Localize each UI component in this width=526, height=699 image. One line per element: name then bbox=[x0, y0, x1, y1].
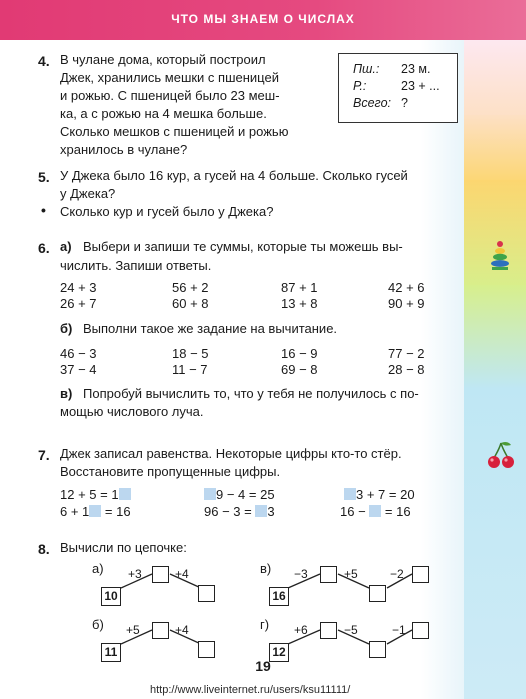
task-text-line: Сколько кур и гусей было у Джека? bbox=[60, 204, 274, 219]
task-text-line: Джек записал равенства. Некоторые цифры кто-то стёр. bbox=[60, 446, 402, 461]
task-number: 6. bbox=[38, 240, 50, 256]
difference-expression: 16 − 9 bbox=[281, 346, 318, 361]
note-label: Пш.: bbox=[353, 62, 380, 76]
bullet-marker: • bbox=[41, 202, 46, 218]
task-text-line: В чулане дома, который построил bbox=[60, 52, 266, 67]
note-value: 23 + ... bbox=[401, 79, 440, 93]
difference-expression: 28 − 8 bbox=[388, 362, 425, 377]
chain-answer-box[interactable] bbox=[198, 641, 215, 658]
equation-text: 3 bbox=[267, 504, 275, 519]
task-text-line: Сколько мешков с пшеницей и рожью bbox=[60, 124, 289, 139]
subtask-label: б) bbox=[60, 321, 73, 336]
task-text-line: у Джека? bbox=[60, 186, 116, 201]
difference-expression: 37 − 4 bbox=[60, 362, 97, 377]
task-title: Вычисли по цепочке: bbox=[60, 540, 187, 555]
chain-answer-box[interactable] bbox=[198, 585, 215, 602]
task-number: 8. bbox=[38, 541, 50, 557]
chain-answer-box[interactable] bbox=[320, 622, 337, 639]
difference-expression: 11 − 7 bbox=[172, 362, 208, 377]
equation-text: = 16 bbox=[381, 504, 411, 519]
sum-expression: 26 + 7 bbox=[60, 296, 97, 311]
footer-url[interactable]: http://www.liveinternet.ru/users/ksu11111/ bbox=[150, 684, 351, 696]
page-number: 19 bbox=[255, 658, 271, 674]
chain-label: в) bbox=[260, 561, 272, 576]
subtask-label: а) bbox=[60, 239, 72, 254]
chain-operation: −3 bbox=[294, 567, 308, 581]
task-number: 4. bbox=[38, 53, 50, 69]
task-text-line: числить. Запиши ответы. bbox=[60, 258, 212, 273]
equation-text: = 16 bbox=[101, 504, 131, 519]
chain-operation: +6 bbox=[294, 623, 308, 637]
note-label: Всего: bbox=[353, 96, 391, 110]
task-text-line: У Джека было 16 кур, а гусей на 4 больше. Сколько гусей bbox=[60, 168, 408, 183]
chain-label: г) bbox=[260, 617, 270, 632]
chain-operation: +4 bbox=[175, 623, 189, 637]
chain-answer-box[interactable] bbox=[152, 622, 169, 639]
chain-label: а) bbox=[92, 561, 104, 576]
task-text-line: Попробуй вычислить то, что у тебя не получилось с по- bbox=[83, 386, 419, 401]
chain-operation: +5 bbox=[344, 567, 358, 581]
sum-expression: 56 + 2 bbox=[172, 280, 209, 295]
task-number: 7. bbox=[38, 447, 50, 463]
chain-answer-box[interactable] bbox=[412, 566, 429, 583]
sum-expression: 42 + 6 bbox=[388, 280, 425, 295]
chain-operation: +5 bbox=[126, 623, 140, 637]
page-header-title: ЧТО МЫ ЗНАЕМ О ЧИСЛАХ bbox=[171, 12, 355, 26]
task-text-line: Джек, хранились мешки с пшеницей bbox=[60, 70, 279, 85]
chain-label: б) bbox=[92, 617, 104, 632]
chain-operation: +3 bbox=[128, 567, 142, 581]
chain-operation: −2 bbox=[390, 567, 404, 581]
sum-expression: 90 + 9 bbox=[388, 296, 425, 311]
equation-text: 96 − 3 = bbox=[204, 504, 256, 519]
difference-expression: 69 − 8 bbox=[281, 362, 318, 377]
difference-expression: 46 − 3 bbox=[60, 346, 97, 361]
chain-answer-box[interactable] bbox=[369, 585, 386, 602]
chain-answer-box[interactable] bbox=[320, 566, 337, 583]
chain-answer-box[interactable] bbox=[412, 622, 429, 639]
equation-text: 16 − bbox=[340, 504, 370, 519]
sum-expression: 24 + 3 bbox=[60, 280, 97, 295]
task-text-line: Выполни такое же задание на вычитание. bbox=[83, 321, 338, 336]
note-value: ? bbox=[401, 96, 408, 110]
sum-expression: 60 + 8 bbox=[172, 296, 209, 311]
equation-text: 3 + 7 = 20 bbox=[356, 487, 415, 502]
difference-expression: 77 − 2 bbox=[388, 346, 425, 361]
note-label: Р.: bbox=[353, 79, 367, 93]
subtask-label: в) bbox=[60, 386, 73, 401]
chain-start-box: 16 bbox=[269, 587, 289, 606]
task-text-line: мощью числового луча. bbox=[60, 404, 204, 419]
chain-answer-box[interactable] bbox=[152, 566, 169, 583]
chain-operation: −1 bbox=[392, 623, 406, 637]
equation-text: 6 + 1 bbox=[60, 504, 90, 519]
equation-text: 9 − 4 = 25 bbox=[216, 487, 275, 502]
chain-start-box: 11 bbox=[101, 643, 121, 662]
task-text-line: и рожью. С пшеницей было 23 меш- bbox=[60, 88, 280, 103]
sum-expression: 13 + 8 bbox=[281, 296, 318, 311]
chain-operation: −5 bbox=[344, 623, 358, 637]
task-text-line: ка, а с рожью на 4 мешка больше. bbox=[60, 106, 267, 121]
task-text-line: Восстановите пропущенные цифры. bbox=[60, 464, 281, 479]
chain-start-box: 10 bbox=[101, 587, 121, 606]
equation-text: 12 + 5 = 1 bbox=[60, 487, 119, 502]
task-text-line: хранилось в чулане? bbox=[60, 142, 188, 157]
chain-operation: +4 bbox=[175, 567, 189, 581]
chain-start-box: 12 bbox=[269, 643, 289, 662]
task-number: 5. bbox=[38, 169, 50, 185]
difference-expression: 18 − 5 bbox=[172, 346, 209, 361]
chain-answer-box[interactable] bbox=[369, 641, 386, 658]
sum-expression: 87 + 1 bbox=[281, 280, 318, 295]
note-value: 23 м. bbox=[401, 62, 431, 76]
task-text-line: Выбери и запиши те суммы, которые ты можешь вы- bbox=[83, 239, 403, 254]
